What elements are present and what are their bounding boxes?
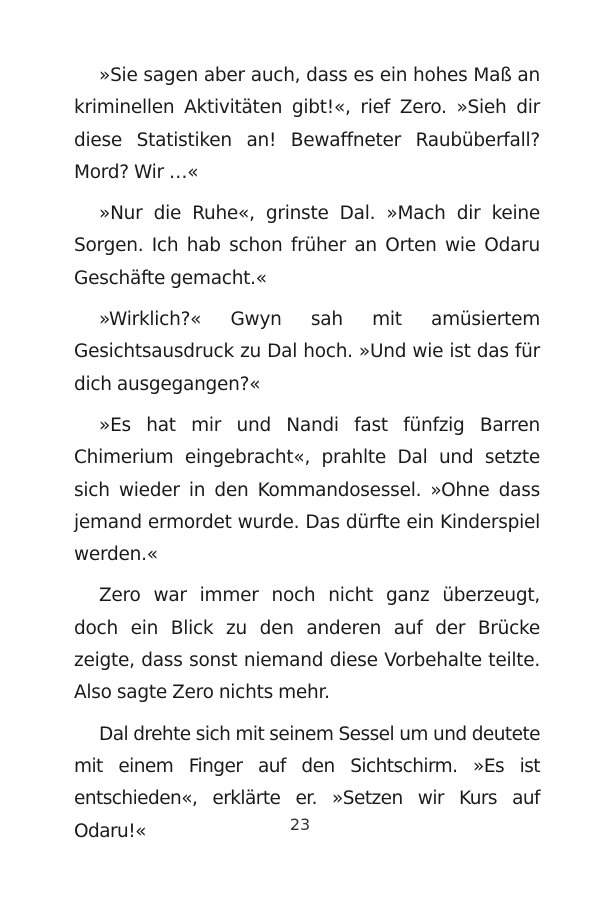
body-text (74, 60, 540, 857)
paragraph-6: Dal drehte sich mit seinem Sessel um und deutete mit einem Finger auf den Sichtschirm. »Es ist entschieden«, erklärte er. »Setzen wir Kurs auf Odaru!« (74, 723, 540, 842)
paragraph-4: »Es hat mir und Nandi fast fünfzig Barren Chimerium eingebracht«, prahlte Dal und setzte sich wieder in den Kommandosessel. »Ohne dass jemand ermordet wurde. Das dürfte ein Kinderspiel werden.« (74, 414, 540, 566)
paragraph-3: »Wirklich?« Gwyn sah mit amüsiertem Gesichtsausdruck zu Dal hoch. »Und wie ist das für dich ausgegangen?« (74, 309, 540, 395)
page-number: 23 (289, 815, 311, 834)
paragraph-2: »Nur die Ruhe«, grinste Dal. »Mach dir keine Sorgen. Ich hab schon früher an Orten wie Odaru Geschäfte gemacht.« (74, 203, 540, 289)
paragraph-1: »Sie sagen aber auch, dass es ein hohes Maß an kriminellen Aktivitäten gibt!«, rief Zero. »Sieh dir diese Statistiken an! Bewaffneter Raubüberfall? Mord? Wir …« (74, 65, 540, 183)
paragraph-5: Zero war immer noch nicht ganz überzeugt, doch ein Blick zu den anderen auf der Brücke zeigte, dass sonst niemand diese Vorbehalte teilte. Also sagte Zero nichts mehr. (74, 585, 540, 704)
